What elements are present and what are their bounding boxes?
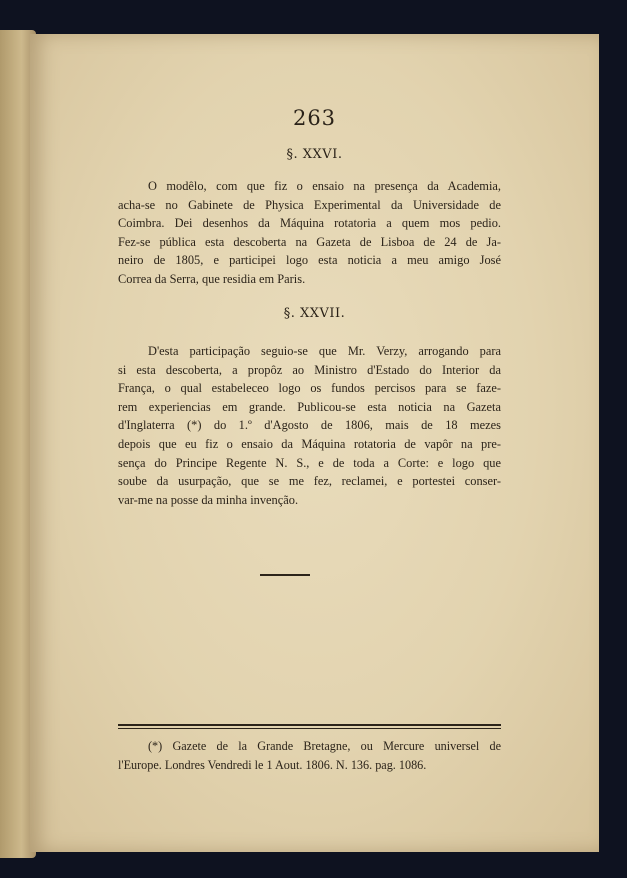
footnote-rule-thin	[118, 728, 501, 729]
section-heading-xxvii: §. XXVII.	[283, 306, 346, 321]
footnote	[118, 737, 501, 774]
text-line: O modêlo, com que fiz o ensaio na presença da Academia,	[148, 179, 501, 193]
section-heading-xxvi: §. XXVI.	[286, 147, 343, 162]
text-line: acha-se no Gabinete de Physica Experimental da Universidade de	[118, 197, 501, 212]
footnote-rule	[118, 724, 501, 726]
text-line: rem experiencias em grande. Publicou-se esta noticia na Gazeta	[118, 399, 501, 414]
text-line: neiro de 1805, e participei logo esta noticia a meu amigo José	[118, 253, 501, 268]
text-line: soube da usurpação, que se me fez, reclamei, e portestei conser-	[118, 474, 501, 489]
text-line: si esta descoberta, a propôz ao Ministro d'Estado do Interior da	[118, 362, 501, 377]
text-line: Fez-se pública esta descoberta na Gazeta de Lisboa de 24 de Ja-	[118, 234, 501, 249]
text-line: D'esta participação seguio-se que Mr. Verzy, arrogando para	[148, 344, 501, 358]
paragraph-section-xxvii	[118, 342, 501, 509]
text-line: Coimbra. Dei desenhos da Máquina rotatoria a quem mos pedio.	[118, 216, 501, 231]
paragraph-section-xxvi	[118, 177, 501, 289]
book-page	[30, 34, 599, 852]
section-end-rule	[260, 574, 310, 576]
footnote-line: l'Europe. Londres Vendredi le 1 Aout. 1806. N. 136. pag. 1086.	[118, 757, 427, 772]
text-line: França, o qual estabeleceo logo os fundos percisos para se faze-	[118, 381, 501, 396]
text-line: depois que eu fiz o ensaio da Máquina rotatoria de vapôr na pre-	[118, 436, 501, 451]
text-line: Correa da Serra, que residia em Paris.	[118, 271, 306, 286]
page-number: 263	[292, 106, 337, 130]
footnote-line: (*) Gazete de la Grande Bretagne, ou Mercure universel de	[148, 739, 501, 753]
text-line: var-me na posse da minha invenção.	[118, 492, 299, 507]
text-line: d'Inglaterra (*) do 1.º d'Agosto de 1806, mais de 18 mezes	[118, 418, 501, 433]
text-line: sença do Principe Regente N. S., e de toda a Corte: e logo que	[118, 455, 501, 470]
